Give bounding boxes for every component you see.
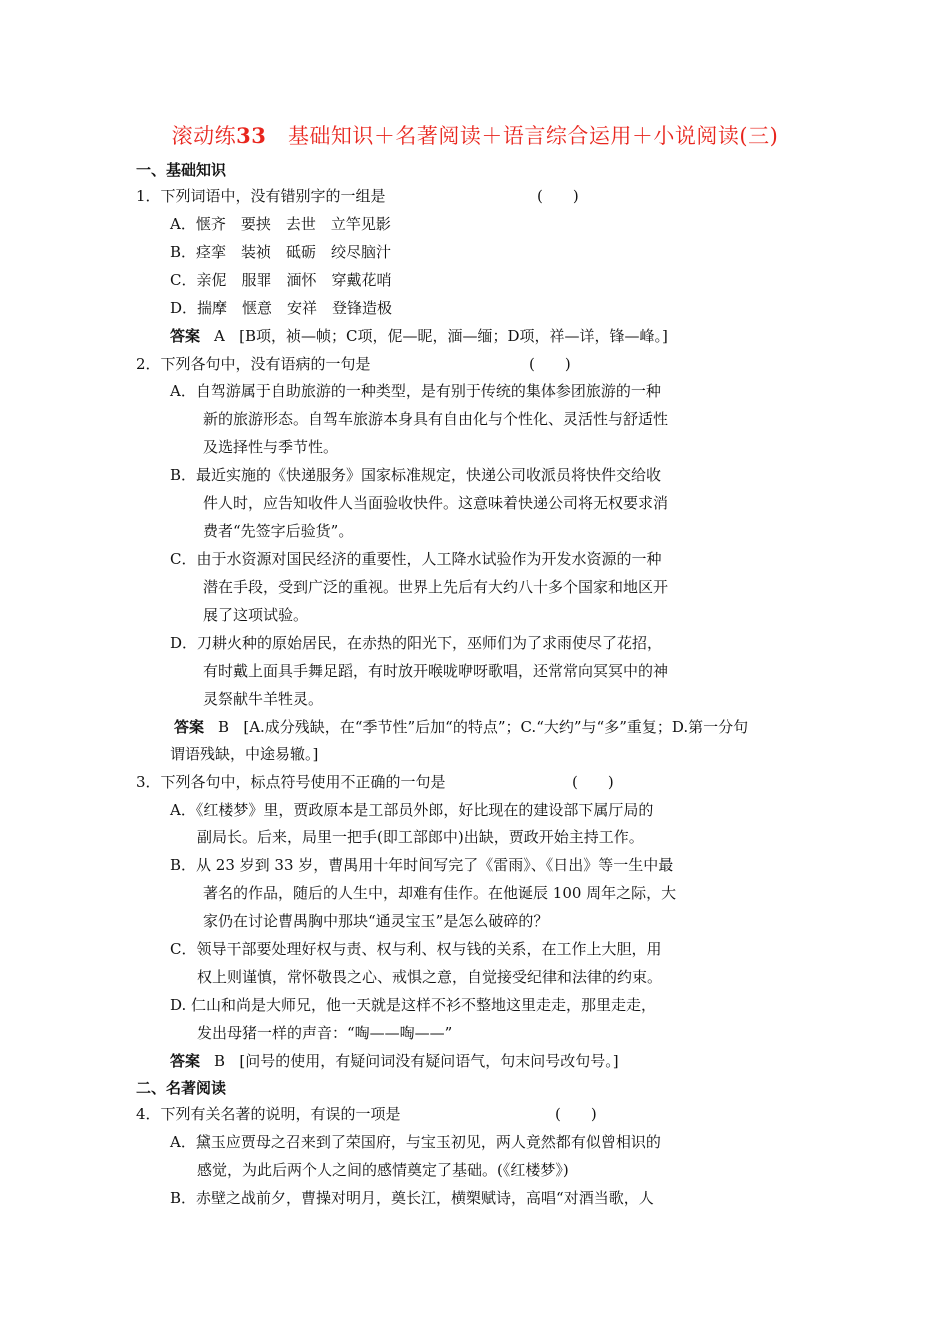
answer-label: 答案 [174,718,205,736]
q2-answer-letter: B [218,718,230,736]
q2-option-a-line2: 新的旅游形态。自驾车旅游本身具有自由化与个性化、灵活性与舒适性 [203,410,669,428]
q1-answer-letter: A [214,327,225,345]
q2-option-b-line1: B．最近实施的《快递服务》国家标准规定，快递公司收派员将快件交给收 [170,466,662,484]
title-prefix: 滚动练 [171,124,237,148]
q3-answer-note: [问号的使用，有疑问词没有疑问语气，句末问号改句号。] [239,1052,619,1070]
q2-option-c-line1: C．由于水资源对国民经济的重要性，人工降水试验作为开发水资源的一种 [170,550,662,568]
q3-option-d-line1: D. 仁山和尚是大师兄，他一天就是这样不衫不整地这里走走，那里走走， [170,996,657,1014]
q2-option-d-line2: 有时戴上面具手舞足蹈，有时放开喉咙咿呀歌唱，还常常向冥冥中的神 [203,662,669,680]
question-4-stem: 4．下列有关名著的说明，有误的一项是 [136,1105,401,1123]
answer-label: 答案 [170,327,201,345]
q3-answer-letter: B [214,1052,226,1070]
question-1-paren: ( ) [537,187,579,205]
q3-answer [170,1050,619,1072]
title-rest: 基础知识＋名著阅读＋语言综合运用＋小说阅读(三) [287,124,779,148]
q2-option-d-line1: D．刀耕火种的原始居民，在赤热的阳光下，巫师们为了求雨使尽了花招， [170,634,663,652]
q4-option-a-line2: 感觉，为此后两个人之间的感情奠定了基础。(《红楼梦》) [197,1161,569,1179]
q2-option-b-line3: 费者“先签字后验货”。 [203,522,354,540]
q2-option-c-line2: 潜在手段，受到广泛的重视。世界上先后有大约八十多个国家和地区开 [203,578,669,596]
q1-option-c: C．亲伲 服罪 湎怀 穿戴花哨 [170,271,392,289]
q2-answer [174,716,748,738]
q2-answer-note-line1: [A.成分残缺，在“季节性”后加“的特点”；C.“大约”与“多”重复；D.第一分句 [243,718,749,736]
q3-option-b-line3: 家仍在讨论曹禺胸中那块“通灵宝玉”是怎么破碎的？ [203,912,549,930]
answer-label: 答案 [170,1052,201,1070]
q1-answer [170,325,668,347]
q2-option-c-line3: 展了这项试验。 [203,606,309,624]
q1-option-a: A．惬齐 要挟 去世 立竿见影 [170,215,391,233]
title-number: 33 [236,123,267,148]
question-3-stem: 3．下列各句中，标点符号使用不正确的一句是 [136,773,446,791]
page-title [0,120,950,150]
q3-option-b-line2: 著名的作品，随后的人生中，却难有佳作。在他诞辰 100 周年之际，大 [203,884,677,902]
q2-answer-note-line2: 谓语残缺，中途易辙。] [170,745,319,763]
question-2-paren: ( ) [529,355,571,373]
question-3-paren: ( ) [572,773,614,791]
question-4-paren: ( ) [555,1105,597,1123]
q1-answer-note: [B项，祯—帧；C项，伲—昵，湎—缅；D项，祥—详，锋—峰。] [239,327,668,345]
section-heading-basics: 一、基础知识 [136,161,227,179]
q1-option-b: B．痉挛 装祯 砥砺 绞尽脑汁 [170,243,392,261]
q3-option-b-line1: B．从 23 岁到 33 岁，曹禺用十年时间写完了《雷雨》、《日出》等一生中最 [170,856,674,874]
section-heading-classics: 二、名著阅读 [136,1079,227,1097]
question-1-stem: 1．下列词语中，没有错别字的一组是 [136,187,386,205]
q3-option-d-line2: 发出母猪一样的声音：“啕——啕——” [197,1024,453,1042]
q2-option-b-line2: 件人时，应告知收件人当面验收快件。这意味着快递公司将无权要求消 [203,494,669,512]
q2-option-a-line3: 及选择性与季节性。 [203,438,339,456]
q2-option-a-line1: A．自驾游属于自助旅游的一种类型，是有别于传统的集体参团旅游的一种 [170,382,661,400]
q2-option-d-line3: 灵祭献牛羊牲灵。 [203,690,324,708]
q4-option-a-line1: A．黛玉应贾母之召来到了荣国府，与宝玉初见，两人竟然都有似曾相识的 [170,1133,661,1151]
q3-option-c-line1: C．领导干部要处理好权与责、权与利、权与钱的关系，在工作上大胆，用 [170,940,662,958]
q3-option-a-line2: 副局长。后来，局里一把手(即工部郎中)出缺，贾政开始主持工作。 [197,828,644,846]
q3-option-c-line2: 权上则谨慎，常怀敬畏之心、戒惧之意，自觉接受纪律和法律的约束。 [197,968,663,986]
question-2-stem: 2．下列各句中，没有语病的一句是 [136,355,371,373]
q1-option-d: D．揣摩 惬意 安祥 登锋造极 [170,299,393,317]
q4-option-b-line1: B．赤壁之战前夕，曹操对明月，奠长江，横槊赋诗，高唱“对酒当歌，人 [170,1189,654,1207]
q3-option-a-line1: A．《红楼梦》里，贾政原本是工部员外郎，好比现在的建设部下属厅局的 [170,801,654,819]
